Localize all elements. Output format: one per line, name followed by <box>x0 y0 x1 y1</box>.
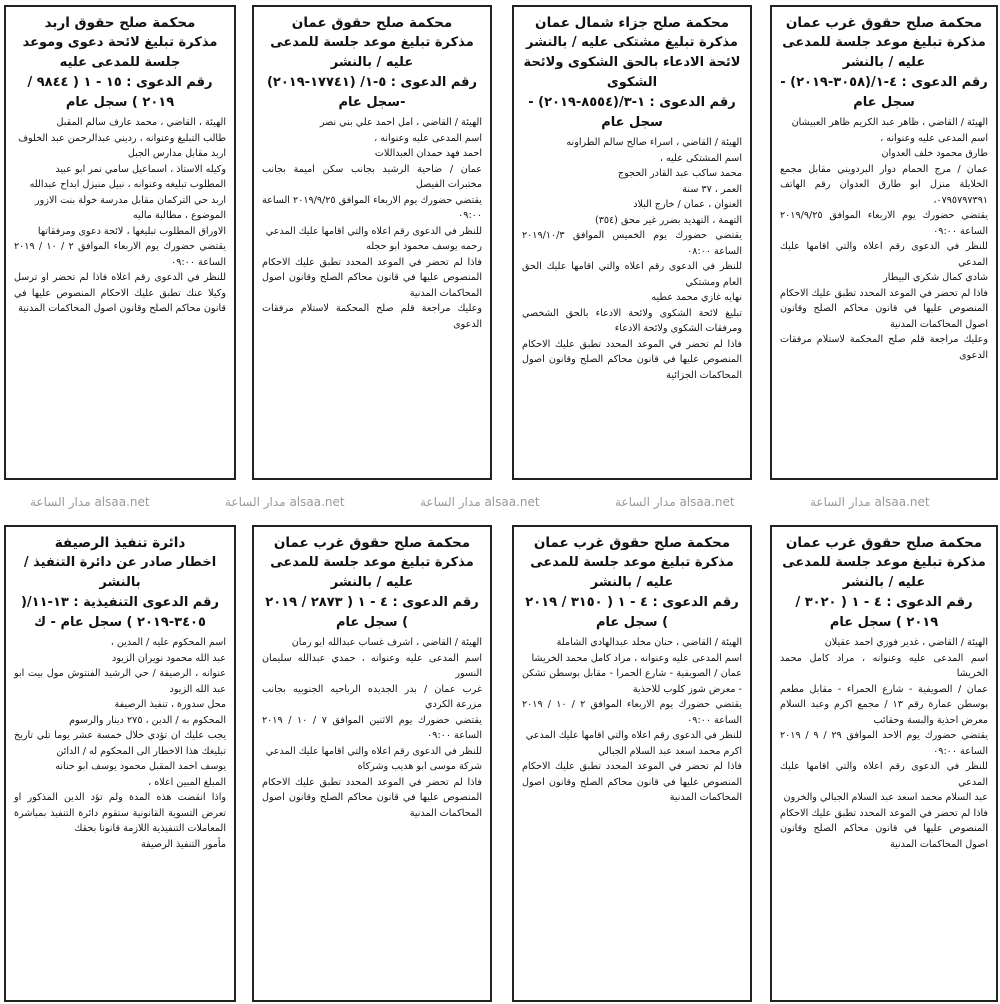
notice-line: للنظر في الدعوى رقم اعلاه والتي اقامها عليك المدعي <box>780 241 988 268</box>
notice-line: عمان / الصويفية - شارع الحمرا - مقابل بوسطن تشكن - معرض شوز كلوب للاحذية <box>522 668 742 695</box>
notice-line: اسم المشتكى عليه ، <box>659 152 742 164</box>
notice-line: عمان / مرج الحمام دوار البردويني مقابل مجمع الخلايلة منزل ابو طارق العدوان رقم الهاتف ٠٧٩٥٧٩٧٣٩١، <box>780 163 988 206</box>
notice-line: العمر ، ٣٧ سنة <box>682 183 742 195</box>
legal-notice <box>770 5 998 480</box>
notice-line: للنظر في الدعوى رقم اعلاه والتي اقامها عليك المدعي <box>780 761 988 788</box>
notice-line: وكيله الاستاذ ، اسماعيل سامي نمر ابو عبيد <box>55 163 226 175</box>
notice-line: رحمه يوسف محمود ابو حجله <box>366 241 482 252</box>
notice-line: يقتضي حضورك يوم الاربعاء الموافق ٢٠١٩/٩/٢٥ الساعة ٠٩:٠٠ <box>780 210 988 237</box>
notice-line: للنظر في الدعوى رقم اعلاه والتي اقامها عليك المدعي <box>265 745 482 757</box>
notice-body <box>14 635 226 852</box>
notice-title: مذكرة تبليغ موعد جلسة للمدعى عليه / بالنشر <box>782 555 986 590</box>
notice-line: واذا انقضت هذه المدة ولم تؤد الدين المذكور او تعرض التسوية القانونية ستقوم دائرة التنفيذ بمباشرة المعاملات التنفيذية اللازمة قانونا بحقك <box>14 792 226 834</box>
watermark <box>225 494 345 510</box>
notice-line: اسم المدعى عليه وعنوانه ، مراد كامل محمد الخريشا <box>531 652 742 664</box>
notice-line: يقتضي حضورك يوم الاثنين الموافق ٧ / ١٠ / ٢٠١٩ الساعة ٠٩:٠٠ <box>262 714 482 741</box>
notice-case-number: رقم الدعوى : ١٥ - ١ ( ٩٨٤٤ / ٢٠١٩ ) سجل عام <box>27 75 213 110</box>
notice-body <box>780 635 988 852</box>
notice-line: الهيئة / القاضي ، غدير فوزي احمد عقيلان <box>824 637 988 648</box>
legal-notice <box>4 5 236 480</box>
notice-line: الهيئة / القاضي ، امل احمد علي بني نصر <box>319 117 482 128</box>
notice-line: فاذا لم تحضر في الموعد المحدد تطبق عليك الاحكام المنصوص عليها في قانون محاكم الصلح وقانون اصول المحاكمات الجزائية <box>522 338 742 381</box>
notice-title: مذكرة تبليغ لائحة دعوى وموعد جلسة للمدعى عليه <box>22 35 218 70</box>
notice-court: محكمة صلح حقوق غرب عمان <box>785 535 983 551</box>
notice-line: عمان / الصويفية - شارع الحمراء - مقابل مطعم بوسطن عمارة رقم ١٣ / مجمع اكرم وعبد السلام معرض احذية والبسة وحقائب <box>780 683 989 726</box>
notice-line: اسم المدعى عليه وعنوانه ، مراد كامل محمد الخريشا <box>780 652 988 679</box>
notice-line: يوسف احمد المقبل محمود يوسف ابو حنانه <box>55 761 226 772</box>
notice-line: يقتضي حضورك يوم الاحد الموافق ٢٩ / ٩ / ٢٠١٩ الساعة ٠٩:٠٠ <box>780 730 988 757</box>
notice-line: طالب التبليغ وعنوانه ، رديني عبدالرحمن عبد الخلوف <box>18 132 226 144</box>
notice-line: الهيئة / القاضي ، ظاهر عبد الكريم ظاهر العبيشان <box>791 117 988 128</box>
notice-line: احمد فهد حمدان العبداللات <box>374 148 482 159</box>
watermark-latin: alsaa.net <box>874 495 930 509</box>
watermark-arabic: مدار الساعة <box>420 495 481 509</box>
notice-line: اسم المدعى عليه وعنوانه ، حمدي عبدالله سليمان النسور <box>262 652 482 679</box>
notice-line: للنظر في الدعوى رقم اعلاه والتي اقامها عليك المدعي <box>525 730 742 741</box>
notice-line: اسم المحكوم عليه / المدين ، <box>110 637 226 648</box>
notice-body <box>522 135 742 383</box>
notice-line: غرب عمان / بدر الجديده الرباحيه الجنوبيه بجانب مزرعة الكردي <box>262 683 482 710</box>
notice-line: محمد ساكب عبد القادر الحجوج <box>617 168 742 179</box>
notice-line: اكرم محمد اسعد عبد السلام الجبالي <box>598 745 742 757</box>
notice-title: مذكرة تبليغ موعد جلسة للمدعى عليه / بالنشر <box>782 35 986 70</box>
notice-line: التهمة ، التهديد بضرر غير محق (٣٥٤) <box>594 214 742 226</box>
notice-case-number: رقم الدعوى : ٤ - ١ ( ٢٨٧٣ / ٢٠١٩ ) سجل عام <box>265 595 479 630</box>
notice-line: تبليغ لائحة الشكوى ولائحة الادعاء بالحق الشخصي ومرفقات الشكوى ولائحة الادعاء <box>522 307 742 334</box>
notice-case-number: رقم الدعوى : ١-٣/(٨٥٥٤-٢٠١٩) - سجل عام <box>528 95 736 130</box>
notice-line: اسم المدعى عليه وعنوانه ، <box>374 132 482 144</box>
notice-line: العنوان ، عمان / خارج البلاد <box>633 199 742 210</box>
notice-line: وعليك مراجعة قلم صلح المحكمة لاستلام مرفقات الدعوى <box>262 303 482 330</box>
notice-line: المطلوب تبليغه وعنوانه ، نبيل منيزل ابداح عبدالله <box>29 179 226 190</box>
notice-line: اربد حي التركمان مقابل مدرسة خولة بنت الازور <box>35 194 226 206</box>
notice-line: عنوانه ، الرصيفة / حي الرشيد الفنتوش مول بيت ابو عبد الله الزيود <box>14 668 226 695</box>
notice-case-number: رقم الدعوى : ٤-١/(٣٠٥٨-٢٠١٩) - سجل عام <box>780 75 988 110</box>
notice-line: للنظر في الدعوى رقم اعلاه والتي اقامها عليك المدعي <box>265 225 482 237</box>
notice-line: وعليك مراجعة قلم صلح المحكمة لاستلام مرفقات الدعوى <box>780 334 988 361</box>
notice-court: محكمة صلح حقوق غرب عمان <box>273 535 471 551</box>
notice-line: فاذا لم تحضر في الموعد المحدد تطبق عليك الاحكام المنصوص عليها في قانون محاكم الصلح وقانون اصول المحاكمات المدنية <box>262 776 482 819</box>
watermark-arabic: مدار الساعة <box>615 495 676 509</box>
notice-line: محل سدورة ، تنفيذ الرصيفة <box>114 699 226 710</box>
notice-line: اربد مقابل مدارس الجبل <box>127 148 226 159</box>
notice-body <box>522 635 742 806</box>
notice-line: الهيئة ، القاضي ، محمد عارف سالم المقبل <box>56 117 226 128</box>
notice-line: فاذا لم تحضر في الموعد المحدد تطبق عليك الاحكام المنصوص عليها في قانون محاكم الصلح وقانون اصول المحاكمات المدنية <box>522 761 742 803</box>
notice-line: مأمور التنفيذ الرصيفة <box>141 838 226 850</box>
notice-court: محكمة صلح حقوق غرب عمان <box>785 15 983 31</box>
notice-line: فاذا لم تحضر في الموعد المحدد تطبق عليك الاحكام المنصوص عليها في قانون محاكم الصلح وقانون اصول المحاكمات المدنية <box>780 807 988 850</box>
notice-title: اخطار صادر عن دائرة التنفيذ / بالنشر <box>23 555 217 590</box>
notice-line: للنظر في الدعوى رقم اعلاه والتي اقامها عليك الحق العام ومشتكي <box>522 261 742 288</box>
notice-line: فاذا لم تحضر في الموعد المحدد تطبق عليك الاحكام المنصوص عليها في قانون محاكم الصلح وقانون اصول المحاكمات المدنية <box>262 256 482 299</box>
notice-line: الهيئة / القاضي ، حنان مخلد عبدالهادي الشاملة <box>556 637 742 648</box>
notice-line: الهيئة / القاضي ، اسراء صالح سالم الطراونه <box>566 137 742 148</box>
legal-notice <box>512 5 752 480</box>
notice-case-number: رقم الدعوى : ٥-١/ (١٧٧٤١-٢٠١٩) -سجل عام <box>266 75 478 110</box>
notice-court: دائرة تنفيذ الرصيفة <box>54 535 186 551</box>
notice-line: عمان / ضاحية الرشيد بجانب سكن اميمة بجانب مختبرات الفيصل <box>262 163 482 190</box>
legal-notice <box>252 5 492 480</box>
notice-line: يقتضي حضورك يوم الخميس الموافق ٢٠١٩/١٠/٣ الساعة ٠٨:٠٠ <box>522 230 742 257</box>
notice-line: يقتضي حضورك يوم الاربعاء الموافق ٢٠١٩/٩/٢٥ الساعة ٠٩:٠٠ <box>262 194 482 221</box>
notice-line: الهيئة / القاضي ، اشرف غساب عبدالله ابو رمان <box>291 637 482 648</box>
legal-notice <box>4 525 236 1002</box>
notice-title: مذكرة تبليغ موعد جلسة للمدعى عليه / بالنشر <box>530 555 734 590</box>
watermark-latin: alsaa.net <box>289 495 345 509</box>
notice-line: يقتضي حضورك يوم الاربعاء الموافق ٢ / ١٠ / ٢٠١٩ الساعة ٠٩:٠٠ <box>14 241 226 268</box>
notice-line: شادي كمال شكري البيطار <box>883 272 988 283</box>
notice-line: شركة موسى ابو هديب وشركاه <box>357 761 482 772</box>
notice-line: اسم المدعى عليه وعنوانه ، <box>880 132 988 144</box>
notice-title: مذكرة تبليغ موعد جلسة للمدعى عليه / بالنشر <box>270 35 474 70</box>
notice-line: طارق محمود خلف العدوان <box>881 148 988 159</box>
notice-line: المبلغ المبين اعلاه ، <box>148 776 226 788</box>
legal-notice <box>512 525 752 1002</box>
notice-case-number: رقم الدعوى التنفيذية : ١٣-١١/( ٣٤٠٥-٢٠١٩ ) سجل عام - ك <box>20 595 220 630</box>
notice-body <box>262 635 482 821</box>
notice-court: محكمة صلح حقوق غرب عمان <box>533 535 731 551</box>
notice-court: محكمة صلح جزاء شمال عمان <box>535 15 729 31</box>
notice-court: محكمة صلح حقوق اربد <box>44 15 196 31</box>
watermark <box>810 494 930 510</box>
watermark <box>615 494 735 510</box>
watermark <box>30 494 150 510</box>
notice-line: للنظر في الدعوى رقم اعلاه فاذا لم تحضر او ترسل وكيلا عنك تطبق عليك الاحكام المنصوص عليها في قانون محاكم الصلح وقانون اصول المحاكمات المدنية <box>14 272 226 314</box>
watermark-arabic: مدار الساعة <box>30 495 91 509</box>
notice-line: نهايه غازي محمد عطيه <box>651 292 742 303</box>
notice-court: محكمة صلح حقوق عمان <box>291 15 453 31</box>
notice-line: عبد السلام محمد اسعد عبد السلام الجبالي والخرون <box>783 792 988 803</box>
notice-case-number: رقم الدعوى : ٤ - ١ ( ٣٠٢٠ / ٢٠١٩ ) سجل عام <box>795 595 973 630</box>
legal-notice <box>770 525 998 1002</box>
notice-body <box>262 115 482 332</box>
notice-title: مذكرة تبليغ مشتكى عليه / بالنشر لائحة الادعاء بالحق الشكوى ولائحة الشكوى <box>523 35 741 90</box>
notice-line: الموضوع ، مطالبة ماليه <box>132 210 226 221</box>
watermark-latin: alsaa.net <box>94 495 150 509</box>
notice-case-number: رقم الدعوى : ٤ - ١ ( ٣١٥٠ / ٢٠١٩ ) سجل عام <box>525 595 739 630</box>
watermark <box>420 494 540 510</box>
watermark-latin: alsaa.net <box>679 495 735 509</box>
notice-line: يجب عليك ان تؤدي خلال خمسة عشر يوما تلي تاريخ تبليغك هذا الاخطار الى المحكوم له / الدائن <box>14 730 226 757</box>
notice-line: عبد الله محمود نويران الزيود <box>112 652 226 664</box>
notice-body <box>780 115 988 363</box>
notice-line: فاذا لم تحضر في الموعد المحدد تطبق عليك الاحكام المنصوص عليها في قانون محاكم الصلح وقانون اصول المحاكمات المدنية <box>780 287 988 330</box>
notice-line: المحكوم به / الدين ، ٢٧٥ دينار والرسوم <box>69 714 226 726</box>
notice-body <box>14 115 226 317</box>
notice-line: الاوراق المطلوب تبليغها ، لائحة دعوى ومرفقاتها <box>37 225 226 237</box>
notice-line: يقتضي حضورك يوم الاربعاء الموافق ٢ / ١٠ / ٢٠١٩ الساعة ٠٩:٠٠ <box>522 699 742 726</box>
watermark-latin: alsaa.net <box>484 495 540 509</box>
watermark-arabic: مدار الساعة <box>810 495 871 509</box>
watermark-arabic: مدار الساعة <box>225 495 286 509</box>
legal-notice <box>252 525 492 1002</box>
notice-title: مذكرة تبليغ موعد جلسة للمدعى عليه / بالنشر <box>270 555 474 590</box>
